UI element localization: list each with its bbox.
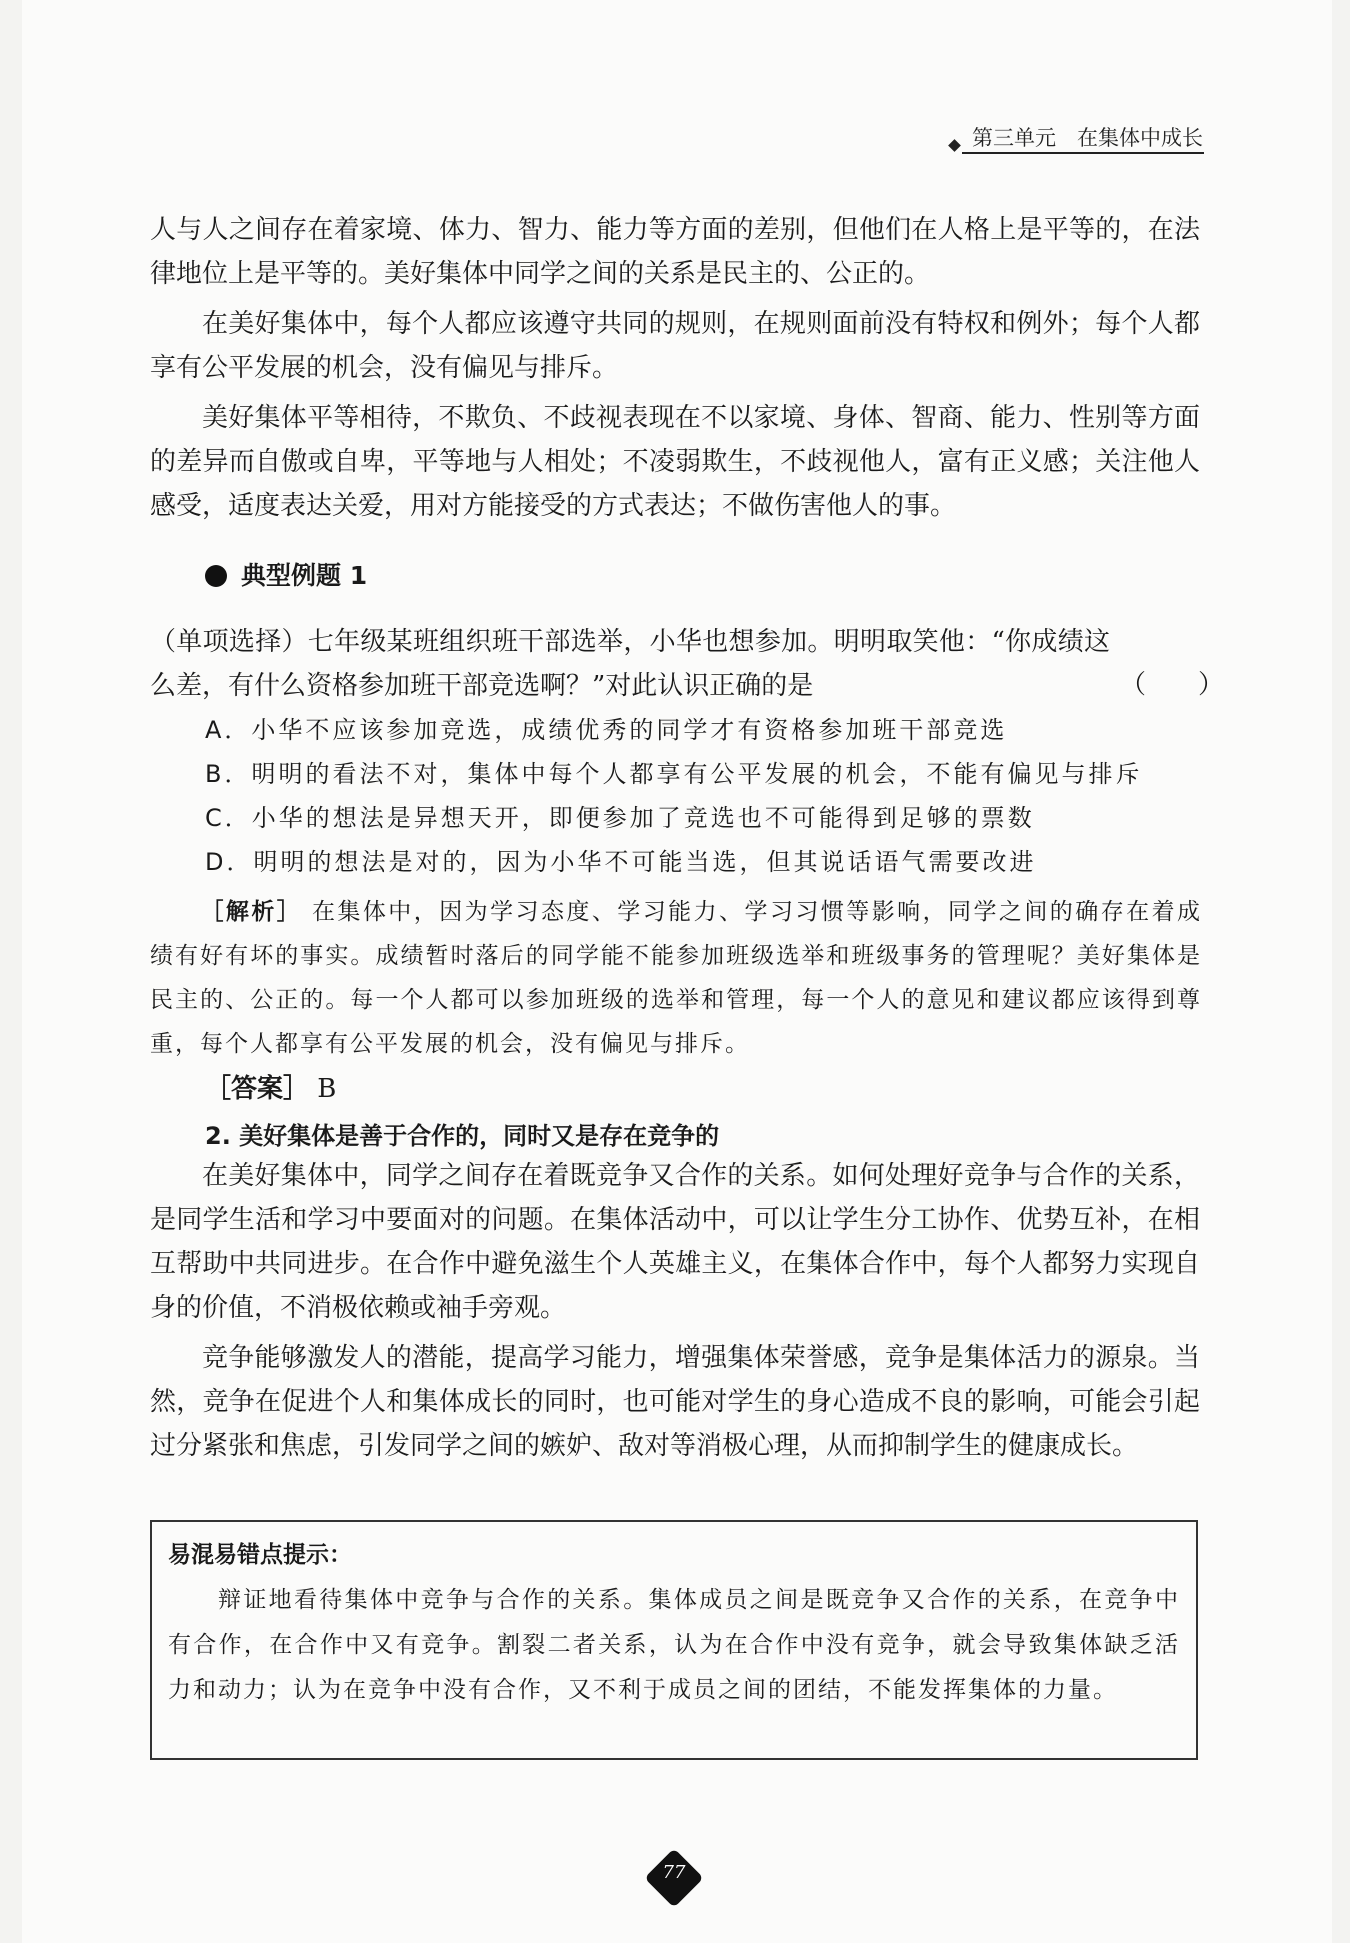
section-2-title: 2. 美好集体是善于合作的，同时又是存在竞争的 — [205, 1122, 720, 1150]
option-d: D．明明的想法是对的，因为小华不可能当选，但其说话语气需要改进 — [205, 848, 1037, 876]
page-number — [644, 1848, 704, 1908]
diamond-icon — [948, 139, 961, 152]
tip-box — [150, 1520, 1198, 1760]
analysis-label: ［解析］ — [200, 899, 303, 925]
answer-line — [205, 1068, 336, 1105]
unit-title: 第三单元 在集体中成长 — [972, 126, 1203, 150]
header-rule — [962, 152, 1204, 154]
paragraph-2: 在美好集体中，每个人都应该遵守共同的规则，在规则面前没有特权和例外；每个人都享有公平发展的机会，没有偏见与排斥。 — [150, 309, 1200, 383]
bullet-icon — [205, 565, 227, 587]
option-b: B．明明的看法不对，集体中每个人都享有公平发展的机会，不能有偏见与排斥 — [205, 760, 1143, 788]
analysis-text: 在集体中，因为学习态度、学习能力、学习习惯等影响，同学之间的确存在着成绩有好有坏的事实。成绩暂时落后的同学能不能参加班级选举和班级事务的管理呢？美好集体是民主的、公正的。每一个人都可以参加班级的选举和管理，每一个人的意见和建议都应该得到尊重，每个人都享有公平发展的机会，没有偏见与排斥。 — [150, 899, 1203, 1057]
paragraph-1: 人与人之间存在着家境、体力、智力、能力等方面的差别，但他们在人格上是平等的，在法律地位上是平等的。美好集体中同学之间的关系是民主的、公正的。 — [150, 215, 1200, 289]
option-a: A．小华不应该参加竞选，成绩优秀的同学才有资格参加班干部竞选 — [205, 716, 1008, 744]
tip-body: 辩证地看待集体中竞争与合作的关系。集体成员之间是既竞争又合作的关系，在竞争中有合作，在合作中又有竞争。割裂二者关系，认为在合作中没有竞争，就会导致集体缺乏活力和动力；认为在竞争中没有合作，又不利于成员之间的团结，不能发挥集体的力量。 — [168, 1587, 1180, 1703]
page-number-text: 77 — [662, 1862, 686, 1883]
tip-title: 易混易错点提示： — [168, 1542, 352, 1568]
answer-blank: （ ） — [1120, 670, 1225, 700]
answer-label: ［答案］ — [205, 1074, 310, 1104]
example-title: 典型例题 1 — [241, 561, 368, 590]
example-question: （单项选择）七年级某班组织班干部选举，小华也想参加。明明取笑他：“你成绩这么差，有什么资格参加班干部竞选啊？”对此认识正确的是 — [150, 627, 1110, 701]
section-2-paragraph-1: 在美好集体中，同学之间存在着既竞争又合作的关系。如何处理好竞争与合作的关系，是同学生活和学习中要面对的问题。在集体活动中，可以让学生分工协作、优势互补，在相互帮助中共同进步。在合作中避免滋生个人英雄主义，在集体合作中，每个人都努力实现自身的价值，不消极依赖或袖手旁观。 — [150, 1161, 1200, 1323]
paragraph-3: 美好集体平等相待，不欺负、不歧视表现在不以家境、身体、智商、能力、性别等方面的差异而自傲或自卑，平等地与人相处；不凌弱欺生，不歧视他人，富有正义感；关注他人感受，适度表达关爱，用对方能接受的方式表达；不做伤害他人的事。 — [150, 403, 1200, 521]
section-2-paragraph-2: 竞争能够激发人的潜能，提高学习能力，增强集体荣誉感，竞争是集体活力的源泉。当然，竞争在促进个人和集体成长的同时，也可能对学生的身心造成不良的影响，可能会引起过分紧张和焦虑，引发同学之间的嫉妒、敌对等消极心理，从而抑制学生的健康成长。 — [150, 1343, 1200, 1461]
example-heading — [205, 556, 367, 592]
analysis — [150, 890, 1202, 1066]
option-c: C．小华的想法是异想天开，即便参加了竞选也不可能得到足够的票数 — [205, 804, 1035, 832]
running-header — [950, 122, 1204, 156]
answer-value: B — [317, 1074, 337, 1104]
